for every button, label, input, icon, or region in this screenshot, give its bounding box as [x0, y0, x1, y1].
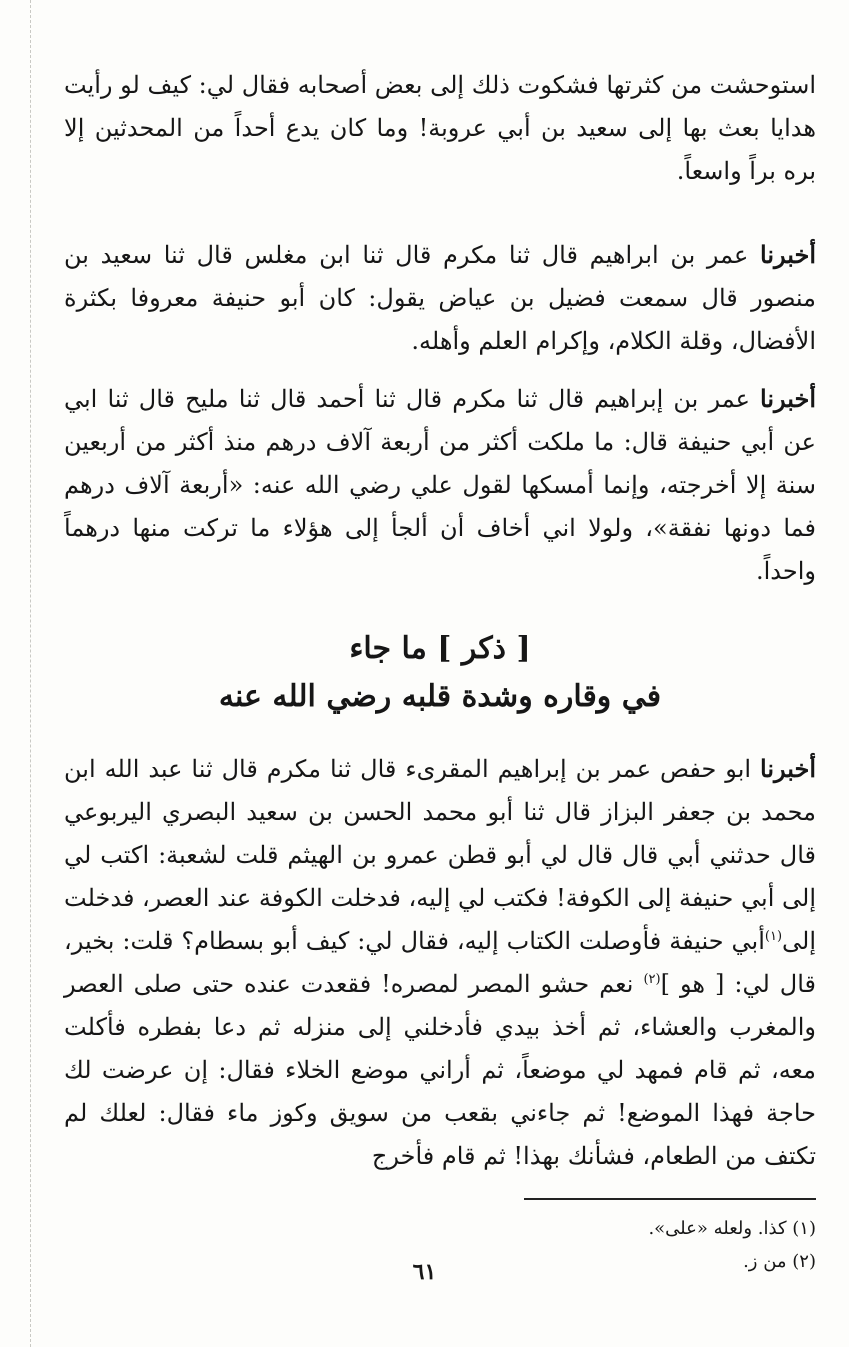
paragraph-3: [64, 377, 816, 593]
paragraph-2-lead: أخبرنا: [760, 240, 816, 269]
paragraph-3-lead: أخبرنا: [760, 384, 816, 413]
paragraph-1-text: استوحشت من كثرتها فشكوت ذلك إلى بعض أصحابه فقال لي: كيف لو رأيت هدايا بعث بها إلى سعيد بن أبي عروبة! وما كان يدع أحداً من المحدثين إلا بره براً واسعاً.: [64, 71, 816, 185]
footnote-2: (٢) من ز.: [743, 1251, 816, 1272]
footnote-ref-1: (١): [764, 929, 783, 944]
paragraph-2: [64, 233, 816, 363]
paragraph-4-text-c: نعم حشو المصر لمصره! فقعدت عنده حتى صلى العصر والمغرب والعشاء، ثم أخذ بيدي فأدخلني إلى منزله ثم دعا بفطره فأكلت معه، ثم قام فمهد لي موضعاً، ثم أراني موضع الخلاء فقال: إن عرضت لك حاجة فهذا الموضع! ثم جاءني بقعب من سويق وكوز ماء فقال: لعلك لم تكتف من الطعام، فشأنك بهذا! ثم قام فأخرج: [64, 970, 816, 1170]
page-edge-line: [30, 0, 31, 1347]
paragraph-4-text-b: أبي حنيفة فأوصلت الكتاب إليه، فقال لي: كيف أبو بسطام؟ قلت: بخير، قال لي: [ هو ]: [64, 927, 817, 998]
footnote-1: (١) كذا. ولعله «على».: [648, 1218, 816, 1239]
paragraph-3-text: عمر بن إبراهيم قال ثنا مكرم قال ثنا أحمد قال ثنا مليح قال ثنا ابي عن أبي حنيفة قال: ما ملكت أكثر من أربعة آلاف درهم منذ أكثر من أربعين سنة إلا أخرجته، وإنما أمسكها لقول علي رضي الله عنه: «أربعة آلاف درهم فما دونها نفقة»، ولولا اني أخاف أن ألجأ إلى هؤلاء ما تركت منها درهماً واحداً.: [64, 385, 816, 585]
footnote-ref-2: (٢): [643, 972, 661, 987]
paragraph-2-text: عمر بن ابراهيم قال ثنا مكرم قال ثنا ابن مغلس قال ثنا سعيد بن منصور قال سمعت فضيل بن عياض يقول: كان أبو حنيفة معروفا بكثرة الأفضال، وقلة الكلام، وإكرام العلم وأهله.: [64, 241, 816, 355]
paragraph-4-text-a: ابو حفص عمر بن إبراهيم المقرىء قال ثنا مكرم قال ثنا عبد الله ابن محمد بن جعفر البزاز قال ثنا أبو محمد الحسن بن سعيد البصري اليربوعي قال حدثني أبي قال قال لي أبو قطن عمرو بن الهيثم قلت لشعبة: اكتب لي إلى أبي حنيفة إلى الكوفة! فكتب لي إليه، فدخلت الكوفة عند العصر، فدخلت إلى: [64, 755, 816, 955]
book-page: [64, 64, 816, 1334]
section-title-line-1: [ ذكر ] ما جاء: [349, 631, 531, 666]
page-number: ٦١: [412, 1259, 437, 1285]
paragraph-1: [64, 64, 816, 193]
paragraph-4: [64, 747, 816, 1178]
section-title-line-2: في وقاره وشدة قلبه رضي الله عنه: [218, 679, 662, 714]
paragraph-4-lead: أخبرنا: [760, 754, 816, 783]
footnote-divider: [524, 1198, 816, 1200]
